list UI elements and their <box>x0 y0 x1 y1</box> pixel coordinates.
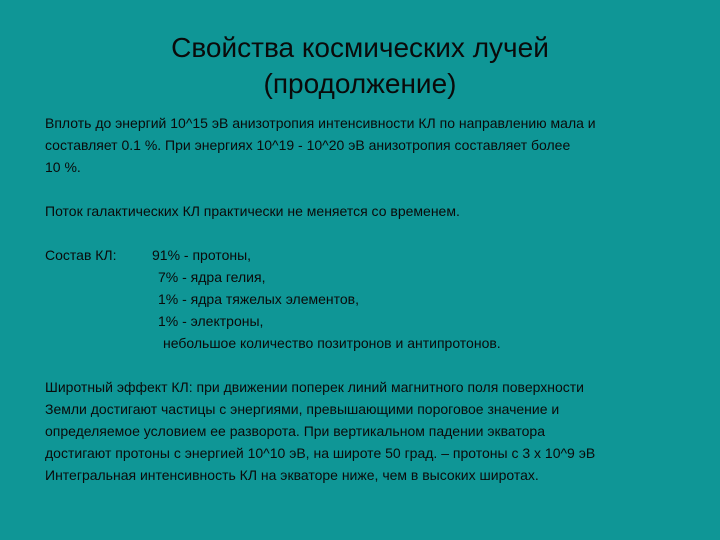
text-line: Земли достигают частицы с энергиями, превышающими пороговое значение и <box>45 401 560 417</box>
composition-item: 91% - протоны, <box>152 247 252 263</box>
composition-item: 7% - ядра гелия, <box>158 269 266 285</box>
text-line: составляет 0.1 %. При энергиях 10^19 - 10^20 эВ анизотропия составляет более <box>45 137 571 153</box>
title-line-2: (продолжение) <box>263 68 457 99</box>
text-line: определяемое условием ее разворота. При вертикальном падении экватора <box>45 423 545 439</box>
anisotropy-paragraph <box>45 112 695 178</box>
composition-label: Состав КЛ: <box>45 247 117 263</box>
latitude-effect-paragraph <box>45 376 695 486</box>
composition-item: 1% - электроны, <box>158 313 264 329</box>
text-line: Широтный эффект КЛ: при движении поперек линий магнитного поля поверхности <box>45 379 584 395</box>
composition-item: 1% - ядра тяжелых элементов, <box>158 291 359 307</box>
flux-paragraph: Поток галактических КЛ практически не меняется со временем. <box>45 203 460 219</box>
text-line: достигают протоны с энергией 10^10 эВ, на широте 50 град. – протоны с 3 х 10^9 эВ <box>45 445 596 461</box>
title-line-1: Свойства космических лучей <box>171 32 549 63</box>
text-line: Вплоть до энергий 10^15 эВ анизотропия интенсивности КЛ по направлению мала и <box>45 115 596 131</box>
slide-body <box>45 112 695 486</box>
composition-item: небольшое количество позитронов и антипротонов. <box>163 335 501 351</box>
composition-block <box>45 244 695 354</box>
text-line: Интегральная интенсивность КЛ на экваторе ниже, чем в высоких широтах. <box>45 467 539 483</box>
text-line: 10 %. <box>45 159 81 175</box>
slide-title <box>0 30 720 102</box>
